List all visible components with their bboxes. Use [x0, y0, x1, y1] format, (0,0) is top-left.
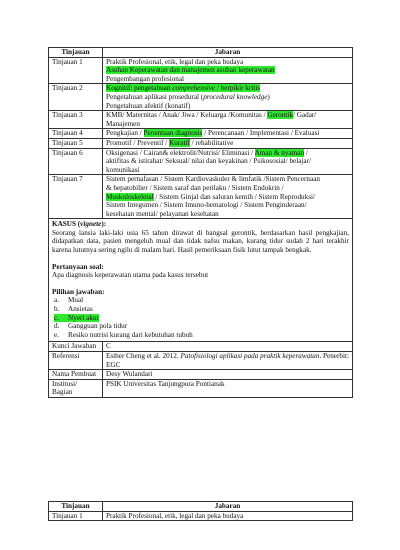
line: Praktik Profesional, etik, legal dan peka budaya — [106, 57, 244, 66]
row-content: Sistem pernafasan / Sistem Kardiovaskuler & limfatik /Sistem Pencernaan & hepatobilier / Sistem saraf dan perilaku / Sistem Endokrin / Muskuloskeletal / Sistem Ginjal dan saluran kemih / Sistem Reproduksi/ Sistem Integumen / Sistem Imuno-hematologi / Sistem Penginderaan/ kesehatan mental/ pelayanan kesehatan — [103, 175, 353, 219]
header-jabaran: Jabaran — [103, 502, 353, 512]
table-row — [49, 175, 353, 219]
row-content — [103, 57, 353, 84]
table-row — [49, 129, 353, 139]
row-content: Praktik Profesional, etik, legal dan peka budaya — [103, 511, 353, 521]
question-text: Apa diagnosis keperawatan utama pada kasus tersebut — [52, 271, 209, 280]
line: & hepatobilier / Sistem saraf dan perilaku / Sistem Endokrin / — [106, 183, 284, 192]
header-tinjauan: Tinjauan — [49, 48, 103, 58]
referensi-row — [49, 352, 353, 370]
highlight: Penentuan diagnosis — [143, 129, 203, 138]
highlight: Gerontik — [267, 111, 293, 120]
line: Pengembangan profesional — [106, 74, 185, 83]
highlight: Aman & nyaman — [254, 148, 305, 157]
kunci-value: C — [103, 342, 353, 352]
line: Pengetahuan afektif (konatif) — [106, 101, 191, 110]
row-content — [103, 84, 353, 111]
institusi-value: PSIK Universitas Tanjungpura Pontianak — [103, 379, 353, 397]
choices-label: Pilihan jawaban: — [52, 287, 105, 296]
row-label: Tinjauan 1 — [49, 57, 103, 84]
highlight: Muskuloskeletal — [106, 192, 154, 201]
question-label: Pertanyaan soal: — [52, 262, 104, 271]
row-label: Tinjauan 2 — [49, 84, 103, 111]
kasus-cell — [49, 219, 353, 342]
choice-c: c. Nyeri akut — [54, 313, 99, 322]
kasus-row — [49, 219, 353, 342]
header-jabaran: Jabaran — [103, 48, 353, 58]
table-row — [49, 138, 353, 148]
row-content: Pengkajian / Penentuan diagnosis / Perencanaan / Implementasi / Evaluasi — [103, 129, 353, 139]
pembuat-value: Desy Wulandari — [103, 370, 353, 380]
highlight: Kuratif — [169, 138, 190, 147]
row-label: Tinjauan 7 — [49, 175, 103, 219]
table-row — [49, 57, 353, 84]
table-row — [49, 111, 353, 129]
institusi-row — [49, 379, 353, 397]
row-content: Oksigenasi / Cairan& elektrolit/Nutrisi/ Eliminasi / Aman & nyaman / aktifitas & istirahat/ Seksual/ nilai dan keyakinan / Psikososial/ belajar/ komunikasi — [103, 148, 353, 175]
pembuat-row — [49, 370, 353, 380]
row-label: Tinjauan 1 — [49, 511, 103, 521]
choice-e: e. Resiko nutrisi kurang dari kebutuhan tubuh — [54, 330, 193, 339]
line: komunikasi — [106, 165, 140, 174]
line: Pengetahuan aplikasi prosedural (procedural knowledge) — [106, 92, 270, 101]
line: Manajemen — [106, 119, 140, 128]
pembuat-label: Nama Pembuat — [49, 370, 103, 380]
question-table — [48, 47, 353, 398]
next-question-table — [48, 501, 353, 521]
table-header-row — [49, 48, 353, 58]
row-content: KMB/ Maternitas / Anak/ Jiwa / Keluarga /Komunitas / Gerontik/ Gadar/ Manajemen — [103, 111, 353, 129]
highlight: Asuhan Keperawatan dan manajemen asuhan keperawatan — [106, 66, 275, 75]
choices-list — [52, 296, 349, 339]
table-row — [49, 84, 353, 111]
line: kesehatan mental/ pelayanan kesehatan — [106, 209, 219, 218]
choice-d: d. Gangguan pola tidur — [54, 322, 128, 331]
table-header-row — [49, 502, 353, 512]
header-tinjauan: Tinjauan — [49, 502, 103, 512]
referensi-label: Referensi — [49, 352, 103, 370]
row-label: Tinjauan 3 — [49, 111, 103, 129]
kunci-row — [49, 342, 353, 352]
referensi-value: Esther Cheng et al. 2012. Patofisiologi aplikasi pada praktik keperawatan. Penerbit: EGC — [103, 352, 353, 370]
row-label: Tinjauan 6 — [49, 148, 103, 175]
row-label: Tinjauan 5 — [49, 138, 103, 148]
kasus-text: Seorang lansia laki-laki usia 65 tahun dirawat di bangsal gerontik, berdasarkan hasil pengkajian, didapatkan data, pasien mengeluh mual dan tidak nafsu makan, kurang tidur sudah 2 hari terakhir karena lututnya sering ngilu di malam hari. Hasil pemeriksaan fisik lutut tampak bengkak. — [52, 228, 349, 255]
row-label: Tinjauan 4 — [49, 129, 103, 139]
row-content: Promotif / Preventif / Kuratif / rehabilitative — [103, 138, 353, 148]
institusi-label: Institusi/ Bagian — [49, 379, 103, 397]
choice-b: b. Ansietas — [54, 305, 93, 314]
table-row — [49, 511, 353, 521]
highlight: Kognitif: pengetahuan comprehensive / berpikir kritis — [106, 84, 261, 93]
line: aktifitas & istirahat/ Seksual/ nilai dan keyakinan / Psikososial/ belajar/ — [106, 157, 312, 166]
choice-a: a. Mual — [54, 296, 84, 305]
line: Sistem pernafasan / Sistem Kardiovaskuler & limfatik /Sistem Pencernaan — [106, 175, 320, 184]
line: Sistem Integumen / Sistem Imuno-hematologi / Sistem Penginderaan/ — [106, 201, 307, 210]
kunci-label: Kunci Jawaban — [49, 342, 103, 352]
table-row — [49, 148, 353, 175]
kasus-label: KASUS (vignete): — [52, 220, 107, 229]
